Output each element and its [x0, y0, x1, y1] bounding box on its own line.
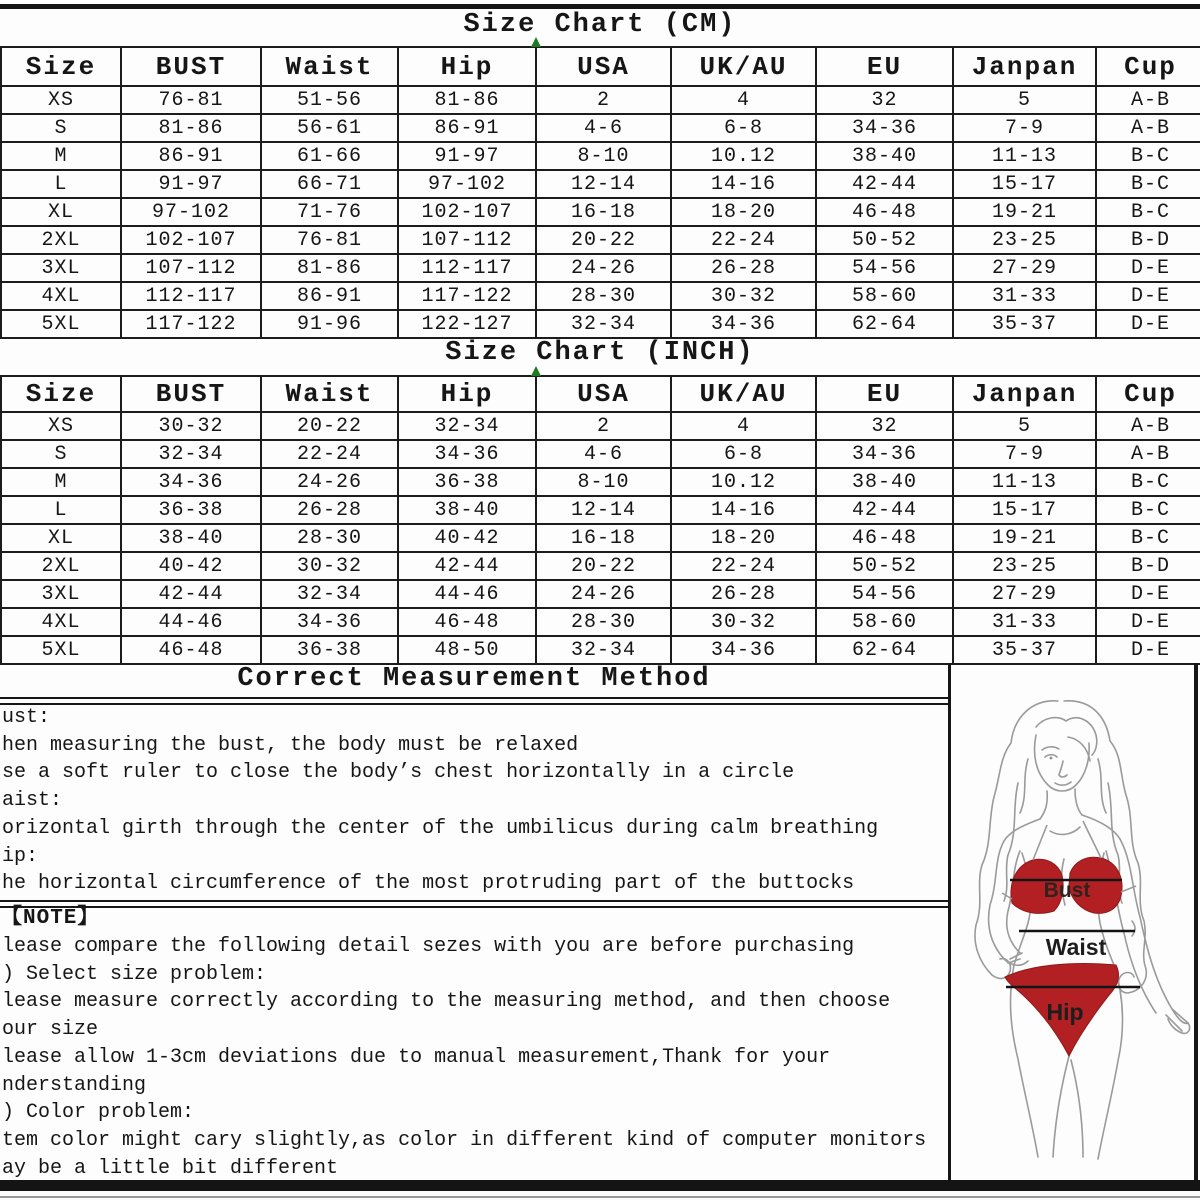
value-cell: 44-46: [121, 608, 261, 636]
value-cell: A-B: [1096, 86, 1200, 114]
value-cell: 76-81: [121, 86, 261, 114]
size-cell: 2XL: [1, 226, 121, 254]
table-row: [1, 608, 1200, 636]
value-cell: B-C: [1096, 468, 1200, 496]
value-cell: A-B: [1096, 440, 1200, 468]
column-header: USA: [536, 47, 671, 86]
size-cell: 2XL: [1, 552, 121, 580]
text-line: aist:: [2, 789, 63, 813]
value-cell: 46-48: [816, 524, 953, 552]
value-cell: B-C: [1096, 198, 1200, 226]
value-cell: 2: [536, 86, 671, 114]
value-cell: 30-32: [261, 552, 398, 580]
value-cell: 62-64: [816, 636, 953, 664]
value-cell: 34-36: [816, 440, 953, 468]
value-cell: 6-8: [671, 114, 816, 142]
value-cell: 36-38: [398, 468, 536, 496]
text-line: tem color might cary slightly,as color in different kind of computer monitors: [2, 1128, 927, 1152]
value-cell: 23-25: [953, 552, 1096, 580]
value-cell: 12-14: [536, 170, 671, 198]
value-cell: 22-24: [671, 226, 816, 254]
size-cell: 4XL: [1, 608, 121, 636]
value-cell: 7-9: [953, 440, 1096, 468]
column-header: Waist: [261, 376, 398, 412]
measurement-instructions: [2, 704, 946, 898]
table-row: [1, 142, 1200, 170]
value-cell: D-E: [1096, 580, 1200, 608]
value-cell: 46-48: [816, 198, 953, 226]
value-cell: 11-13: [953, 468, 1096, 496]
value-cell: 117-122: [121, 310, 261, 338]
column-header: Cup: [1096, 376, 1200, 412]
text-line: lease allow 1-3cm deviations due to manual measurement,Thank for your: [2, 1045, 831, 1069]
value-cell: A-B: [1096, 114, 1200, 142]
bottom-border: [0, 1180, 1200, 1191]
value-cell: 23-25: [953, 226, 1096, 254]
value-cell: 42-44: [816, 496, 953, 524]
value-cell: 97-102: [398, 170, 536, 198]
value-cell: 31-33: [953, 608, 1096, 636]
text-line: hen measuring the bust, the body must be relaxed: [2, 733, 579, 757]
size-chart-inch-table: [0, 375, 1200, 665]
value-cell: 14-16: [671, 496, 816, 524]
value-cell: 28-30: [261, 524, 398, 552]
size-cell: 5XL: [1, 636, 121, 664]
text-line: lease measure correctly according to the measuring method, and then choose: [2, 990, 891, 1014]
header-row: [1, 47, 1200, 86]
value-cell: 27-29: [953, 254, 1096, 282]
value-cell: 54-56: [816, 580, 953, 608]
value-cell: 10.12: [671, 468, 816, 496]
column-header: UK/AU: [671, 47, 816, 86]
value-cell: 42-44: [816, 170, 953, 198]
table-row: [1, 86, 1200, 114]
table-row: [1, 254, 1200, 282]
value-cell: D-E: [1096, 282, 1200, 310]
size-cell: 3XL: [1, 254, 121, 282]
value-cell: 48-50: [398, 636, 536, 664]
text-line: ip:: [2, 844, 39, 868]
cell-corner-marker-icon: [531, 37, 541, 47]
value-cell: 32-34: [121, 440, 261, 468]
measurement-method-title: Correct Measurement Method: [237, 664, 711, 694]
value-cell: 42-44: [398, 552, 536, 580]
value-cell: 34-36: [121, 468, 261, 496]
value-cell: 32-34: [536, 636, 671, 664]
value-cell: 56-61: [261, 114, 398, 142]
size-cell: S: [1, 440, 121, 468]
column-header: USA: [536, 376, 671, 412]
value-cell: 91-96: [261, 310, 398, 338]
value-cell: 107-112: [121, 254, 261, 282]
value-cell: 102-107: [121, 226, 261, 254]
value-cell: 4: [671, 86, 816, 114]
value-cell: 50-52: [816, 552, 953, 580]
size-cell: 3XL: [1, 580, 121, 608]
column-header: BUST: [121, 47, 261, 86]
text-line: ay be a little bit different: [2, 1156, 339, 1180]
value-cell: B-C: [1096, 496, 1200, 524]
column-header: Hip: [398, 376, 536, 412]
value-cell: 5: [953, 412, 1096, 440]
text-line: our size: [2, 1018, 99, 1042]
value-cell: 22-24: [671, 552, 816, 580]
value-cell: 81-86: [261, 254, 398, 282]
value-cell: 14-16: [671, 170, 816, 198]
value-cell: 112-117: [121, 282, 261, 310]
note-divider: [0, 900, 948, 908]
value-cell: 107-112: [398, 226, 536, 254]
column-header: Cup: [1096, 47, 1200, 86]
size-cell: 4XL: [1, 282, 121, 310]
value-cell: 36-38: [261, 636, 398, 664]
value-cell: 34-36: [398, 440, 536, 468]
note-instructions: [2, 933, 946, 1182]
value-cell: 12-14: [536, 496, 671, 524]
value-cell: 62-64: [816, 310, 953, 338]
value-cell: 5: [953, 86, 1096, 114]
value-cell: 46-48: [398, 608, 536, 636]
table-row: [1, 412, 1200, 440]
size-cell: XS: [1, 412, 121, 440]
value-cell: 61-66: [261, 142, 398, 170]
value-cell: B-C: [1096, 170, 1200, 198]
value-cell: 16-18: [536, 524, 671, 552]
table-row: [1, 524, 1200, 552]
value-cell: 86-91: [121, 142, 261, 170]
value-cell: 18-20: [671, 524, 816, 552]
value-cell: 97-102: [121, 198, 261, 226]
value-cell: 32-34: [536, 310, 671, 338]
column-header: Janpan: [953, 47, 1096, 86]
top-border: [0, 4, 1200, 9]
value-cell: 8-10: [536, 468, 671, 496]
value-cell: 34-36: [816, 114, 953, 142]
size-cell: XL: [1, 198, 121, 226]
value-cell: 86-91: [398, 114, 536, 142]
column-header: Waist: [261, 47, 398, 86]
value-cell: 38-40: [121, 524, 261, 552]
value-cell: 34-36: [261, 608, 398, 636]
value-cell: 28-30: [536, 282, 671, 310]
value-cell: 71-76: [261, 198, 398, 226]
size-cell: L: [1, 170, 121, 198]
value-cell: 20-22: [261, 412, 398, 440]
table-row: [1, 468, 1200, 496]
value-cell: 4-6: [536, 440, 671, 468]
size-chart-cm-title: Size Chart (CM): [463, 10, 737, 40]
value-cell: 86-91: [261, 282, 398, 310]
table-row: [1, 440, 1200, 468]
value-cell: 32-34: [398, 412, 536, 440]
table-row: [1, 198, 1200, 226]
cell-corner-marker-icon: [531, 366, 541, 376]
woman-figure-illustration: [948, 663, 1198, 1182]
value-cell: 54-56: [816, 254, 953, 282]
size-cell: S: [1, 114, 121, 142]
size-cell: M: [1, 468, 121, 496]
size-cell: XL: [1, 524, 121, 552]
text-line: he horizontal circumference of the most protruding part of the buttocks: [2, 872, 855, 896]
column-header: UK/AU: [671, 376, 816, 412]
value-cell: 81-86: [121, 114, 261, 142]
value-cell: 31-33: [953, 282, 1096, 310]
table-row: [1, 282, 1200, 310]
bottom-edge-line: [0, 1196, 1200, 1198]
size-cell: M: [1, 142, 121, 170]
value-cell: 42-44: [121, 580, 261, 608]
size-cell: 5XL: [1, 310, 121, 338]
bust-label: Bust: [1043, 879, 1091, 902]
value-cell: 10.12: [671, 142, 816, 170]
text-line: orizontal girth through the center of the umbilicus during calm breathing: [2, 816, 879, 840]
value-cell: D-E: [1096, 608, 1200, 636]
value-cell: 7-9: [953, 114, 1096, 142]
value-cell: 26-28: [261, 496, 398, 524]
value-cell: 6-8: [671, 440, 816, 468]
value-cell: 30-32: [671, 608, 816, 636]
value-cell: 22-24: [261, 440, 398, 468]
value-cell: 66-71: [261, 170, 398, 198]
value-cell: 20-22: [536, 226, 671, 254]
size-cell: XS: [1, 86, 121, 114]
value-cell: 35-37: [953, 310, 1096, 338]
value-cell: 34-36: [671, 310, 816, 338]
value-cell: 50-52: [816, 226, 953, 254]
value-cell: 32: [816, 86, 953, 114]
value-cell: 24-26: [261, 468, 398, 496]
value-cell: 91-97: [398, 142, 536, 170]
value-cell: 19-21: [953, 198, 1096, 226]
text-line: se a soft ruler to close the body’s chest horizontally in a circle: [2, 761, 795, 785]
value-cell: 15-17: [953, 170, 1096, 198]
value-cell: 18-20: [671, 198, 816, 226]
value-cell: 20-22: [536, 552, 671, 580]
header-row: [1, 376, 1200, 412]
column-header: BUST: [121, 376, 261, 412]
value-cell: 122-127: [398, 310, 536, 338]
value-cell: 34-36: [671, 636, 816, 664]
value-cell: B-C: [1096, 142, 1200, 170]
size-chart-cm-table: [0, 46, 1200, 339]
value-cell: 36-38: [121, 496, 261, 524]
value-cell: 32-34: [261, 580, 398, 608]
value-cell: 38-40: [816, 142, 953, 170]
value-cell: 2: [536, 412, 671, 440]
waist-label: Waist: [1045, 934, 1107, 960]
value-cell: 112-117: [398, 254, 536, 282]
value-cell: 35-37: [953, 636, 1096, 664]
value-cell: D-E: [1096, 254, 1200, 282]
value-cell: B-D: [1096, 552, 1200, 580]
table-row: [1, 310, 1200, 338]
value-cell: 11-13: [953, 142, 1096, 170]
value-cell: 24-26: [536, 254, 671, 282]
table-row: [1, 636, 1200, 664]
table-row: [1, 552, 1200, 580]
value-cell: 28-30: [536, 608, 671, 636]
value-cell: 30-32: [671, 282, 816, 310]
value-cell: 19-21: [953, 524, 1096, 552]
table-row: [1, 170, 1200, 198]
value-cell: D-E: [1096, 636, 1200, 664]
value-cell: 8-10: [536, 142, 671, 170]
value-cell: 24-26: [536, 580, 671, 608]
table-row: [1, 580, 1200, 608]
value-cell: 30-32: [121, 412, 261, 440]
value-cell: 26-28: [671, 254, 816, 282]
size-chart-inch-title: Size Chart (INCH): [445, 338, 755, 368]
value-cell: 58-60: [816, 608, 953, 636]
value-cell: 46-48: [121, 636, 261, 664]
value-cell: 117-122: [398, 282, 536, 310]
value-cell: 91-97: [121, 170, 261, 198]
text-line: lease compare the following detail sezes with you are before purchasing: [2, 935, 855, 958]
value-cell: 102-107: [398, 198, 536, 226]
value-cell: 4-6: [536, 114, 671, 142]
text-line: nderstanding: [2, 1073, 147, 1097]
measurement-figure: [948, 663, 1198, 1182]
value-cell: 40-42: [121, 552, 261, 580]
value-cell: 4: [671, 412, 816, 440]
value-cell: 32: [816, 412, 953, 440]
value-cell: 40-42: [398, 524, 536, 552]
text-line: ) Select size problem:: [2, 962, 267, 986]
table-row: [1, 496, 1200, 524]
value-cell: 58-60: [816, 282, 953, 310]
column-header: EU: [816, 47, 953, 86]
value-cell: 15-17: [953, 496, 1096, 524]
value-cell: 16-18: [536, 198, 671, 226]
value-cell: A-B: [1096, 412, 1200, 440]
column-header: Size: [1, 47, 121, 86]
note-heading: 【NOTE】: [1, 907, 100, 930]
value-cell: 38-40: [816, 468, 953, 496]
text-line: ) Color problem:: [2, 1101, 195, 1125]
value-cell: D-E: [1096, 310, 1200, 338]
text-line: ust:: [2, 706, 51, 729]
column-header: EU: [816, 376, 953, 412]
size-cell: L: [1, 496, 121, 524]
value-cell: B-C: [1096, 524, 1200, 552]
column-header: Janpan: [953, 376, 1096, 412]
value-cell: 27-29: [953, 580, 1096, 608]
value-cell: 81-86: [398, 86, 536, 114]
value-cell: 44-46: [398, 580, 536, 608]
value-cell: B-D: [1096, 226, 1200, 254]
value-cell: 38-40: [398, 496, 536, 524]
column-header: Hip: [398, 47, 536, 86]
hip-label: Hip: [1046, 999, 1084, 1025]
value-cell: 26-28: [671, 580, 816, 608]
table-row: [1, 226, 1200, 254]
table-row: [1, 114, 1200, 142]
value-cell: 51-56: [261, 86, 398, 114]
column-header: Size: [1, 376, 121, 412]
value-cell: 76-81: [261, 226, 398, 254]
